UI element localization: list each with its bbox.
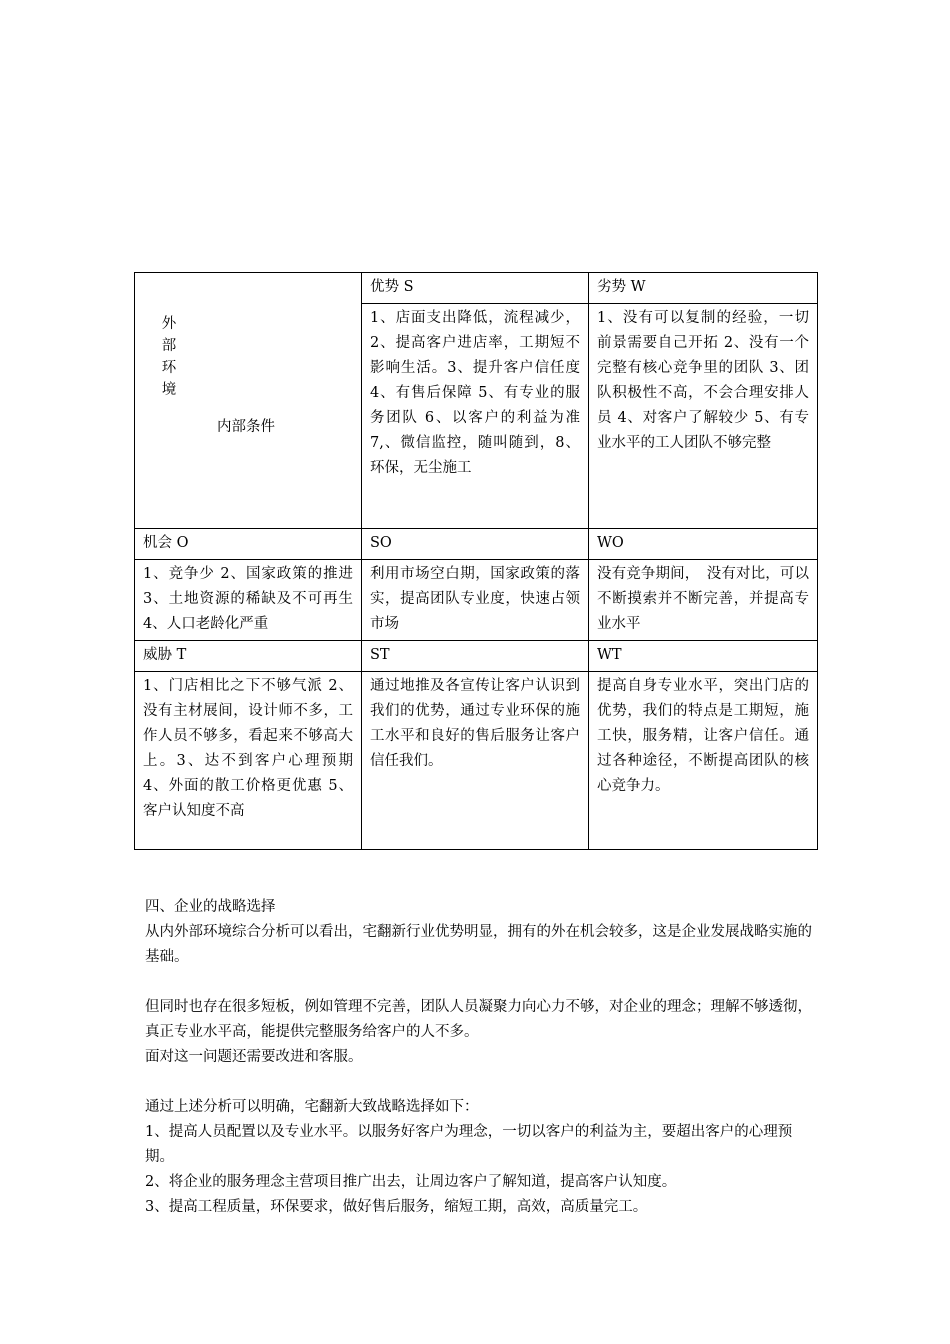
opportunity-cell: 1、竞争少 2、国家政策的推进 3、土地资源的稀缺及不可再生 4、人口老龄化严重	[135, 560, 362, 641]
external-environment-label: 外 部 环 境	[161, 316, 177, 398]
strategy-section	[145, 895, 815, 1220]
spacer	[145, 970, 815, 995]
st-cell: 通过地推及各宣传让客户认识到我们的优势，通过专业环保的施工水平和良好的售后服务让客户信任我们。	[362, 672, 589, 850]
list-item: 1、提高人员配置以及专业水平。以服务好客户为理念，一切以客户的利益为主，要超出客户的心理预期。	[145, 1124, 793, 1165]
threat-header: 威胁 T	[135, 641, 362, 672]
wt-cell: 提高自身专业水平，突出门店的优势，我们的特点是工期短，施工快，服务精，让客户信任。通过各种途径，不断提高团队的核心竞争力。	[589, 672, 818, 850]
paragraph: 从内外部环境综合分析可以看出，宅翻新行业优势明显，拥有的外在机会较多，这是企业发展战略实施的基础。	[145, 924, 812, 965]
st-header: ST	[362, 641, 589, 672]
list-item: 3、提高工程质量，环保要求，做好售后服务，缩短工期，高效，高质量完工。	[145, 1199, 648, 1215]
swot-corner-cell	[135, 273, 362, 529]
opportunity-header: 机会 O	[135, 529, 362, 560]
wt-header: WT	[589, 641, 818, 672]
paragraph: 面对这一问题还需要改进和客服。	[145, 1049, 363, 1065]
so-cell: 利用市场空白期，国家政策的落实，提高团队专业度，快速占领市场	[362, 560, 589, 641]
spacer	[145, 1070, 815, 1095]
swot-table	[134, 272, 818, 850]
paragraph: 通过上述分析可以明确，宅翻新大致战略选择如下：	[145, 1099, 479, 1115]
wo-header: WO	[589, 529, 818, 560]
section-heading: 四、企业的战略选择	[145, 899, 276, 915]
wo-cell: 没有竞争期间， 没有对比，可以不断摸索并不断完善，并提高专业水平	[589, 560, 818, 641]
strength-cell: 1、店面支出降低，流程减少，2、提高客户进店率，工期短不影响生活。3、提升客户信任度 4、有售后保障 5、有专业的服务团队 6、以客户的利益为准 7,、微信监控，随叫随到，8、环保，无尘施工	[362, 304, 589, 529]
so-header: SO	[362, 529, 589, 560]
paragraph: 但同时也存在很多短板，例如管理不完善，团队人员凝聚力向心力不够，对企业的理念；理解不够透彻，真正专业水平高，能提供完整服务给客户的人不多。	[145, 999, 812, 1040]
strength-header: 优势 S	[362, 273, 589, 304]
list-item: 2、将企业的服务理念主营项目推广出去，让周边客户了解知道，提高客户认知度。	[145, 1174, 677, 1190]
weakness-header: 劣势 W	[589, 273, 818, 304]
threat-cell: 1、门店相比之下不够气派 2、没有主材展间，设计师不多，工作人员不够多，看起来不够高大上。3、达不到客户心理预期 4、外面的散工价格更优惠 5、客户认知度不高	[135, 672, 362, 850]
weakness-cell: 1、没有可以复制的经验，一切前景需要自己开拓 2、没有一个完整有核心竞争里的团队 3、团队积极性不高，不会合理安排人员 4、对客户了解较少 5、有专业水平的工人团队不够完整	[589, 304, 818, 529]
internal-conditions-label: 内部条件	[217, 419, 275, 435]
